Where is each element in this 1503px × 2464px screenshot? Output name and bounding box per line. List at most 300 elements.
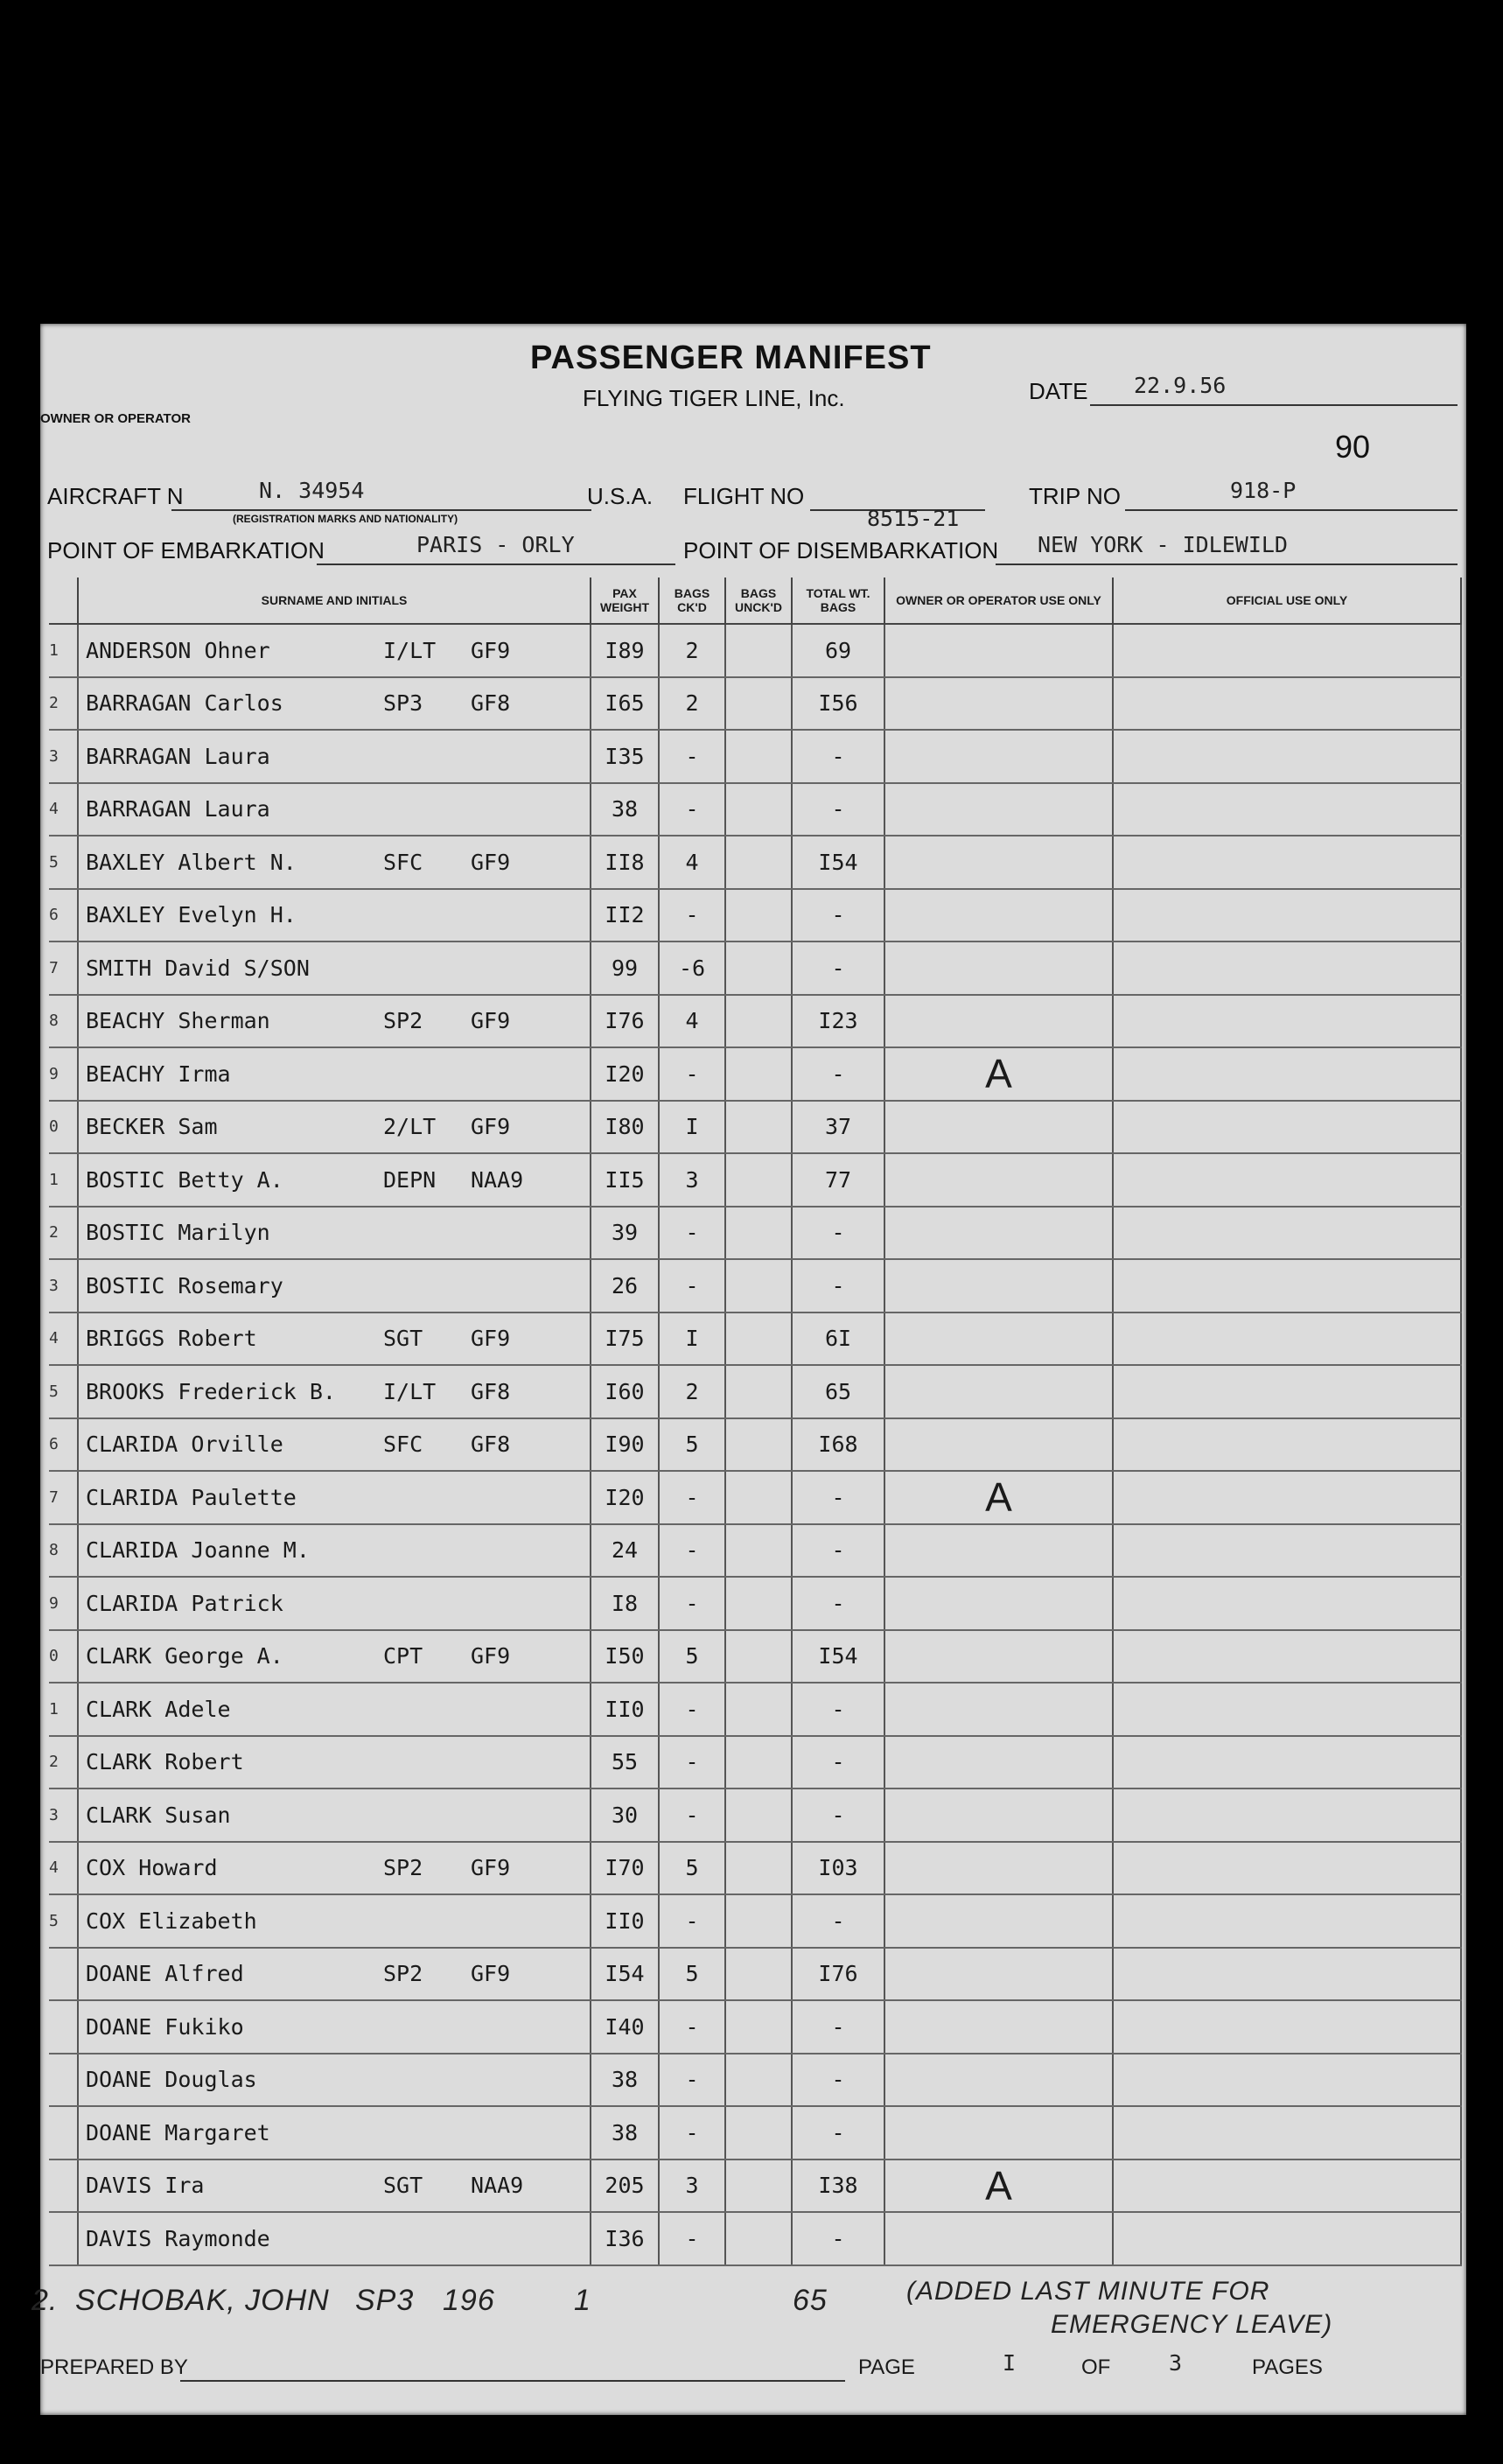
owner-use-mark	[884, 2106, 1113, 2160]
prepared-by-underline	[180, 2380, 845, 2382]
bags-unchecked	[725, 1101, 792, 1154]
passenger-name: BARRAGAN Carlos	[86, 690, 283, 717]
handwritten-weight: 196	[443, 2284, 495, 2317]
of-label: OF	[1081, 2356, 1111, 2379]
owner-use-mark	[884, 942, 1113, 995]
col-owner-use-header: OWNER OR OPERATOR USE ONLY	[884, 578, 1113, 624]
passenger-name-cell	[78, 783, 591, 836]
official-use	[1113, 1312, 1461, 1366]
date-value: 22.9.56	[1134, 373, 1227, 398]
total-bag-weight: I56	[792, 677, 884, 731]
passenger-name: CLARK George A.	[86, 1643, 283, 1670]
table-row	[49, 783, 1461, 836]
aircraft-label: AIRCRAFT N	[47, 483, 184, 509]
bags-checked: 2	[659, 1365, 725, 1418]
total-bag-weight: -	[792, 1577, 884, 1630]
total-bag-weight: -	[792, 889, 884, 942]
passenger-name-cell	[78, 2212, 591, 2265]
pax-weight: II8	[591, 836, 659, 889]
row-number: 0	[49, 1630, 78, 1684]
date-label: DATE	[1029, 378, 1088, 404]
official-use	[1113, 1101, 1461, 1154]
official-use	[1113, 1948, 1461, 2001]
official-use	[1113, 1365, 1461, 1418]
bags-unchecked	[725, 1312, 792, 1366]
row-number: 9	[49, 1047, 78, 1101]
bags-checked: -	[659, 889, 725, 942]
official-use	[1113, 1259, 1461, 1312]
passenger-rows	[49, 624, 1461, 2265]
aircraft-value: N. 34954	[259, 478, 365, 503]
table-row	[49, 1894, 1461, 1948]
row-number: 3	[49, 1788, 78, 1842]
pax-weight: I8	[591, 1577, 659, 1630]
passenger-name: BOSTIC Rosemary	[86, 1272, 283, 1298]
handwritten-rank: SP3	[355, 2284, 415, 2317]
pax-weight: 39	[591, 1207, 659, 1260]
bags-unchecked	[725, 1788, 792, 1842]
total-bag-weight: -	[792, 1736, 884, 1789]
passenger-name-cell	[78, 1312, 591, 1366]
trip-label: TRIP NO	[1029, 483, 1121, 509]
pax-weight: 30	[591, 1788, 659, 1842]
table-row	[49, 624, 1461, 677]
owner-use-mark	[884, 2212, 1113, 2265]
bags-unchecked	[725, 1577, 792, 1630]
owner-use-mark	[884, 1577, 1113, 1630]
total-bag-weight: -	[792, 1683, 884, 1736]
pax-weight: I40	[591, 2000, 659, 2054]
owner-use-mark: A	[884, 1471, 1113, 1524]
bags-unchecked	[725, 1207, 792, 1260]
passenger-name: SMITH David S/SON	[86, 955, 310, 981]
passenger-unit: GF8	[471, 1378, 511, 1404]
bags-checked: -	[659, 1259, 725, 1312]
passenger-rank: SGT	[383, 2173, 423, 2199]
row-number: 7	[49, 942, 78, 995]
flight-label: FLIGHT NO	[683, 483, 805, 509]
passenger-name: BECKER Sam	[86, 1114, 218, 1140]
passenger-name-cell	[78, 1842, 591, 1895]
official-use	[1113, 1736, 1461, 1789]
bags-checked: -	[659, 730, 725, 783]
col-bags-header: BAGS CK'D	[659, 578, 725, 624]
bags-unchecked	[725, 995, 792, 1048]
bags-checked: -	[659, 1788, 725, 1842]
handwritten-note-line2: EMERGENCY LEAVE)	[1051, 2310, 1333, 2339]
official-use	[1113, 995, 1461, 1048]
passenger-unit: GF9	[471, 1008, 511, 1034]
passenger-name-cell	[78, 1207, 591, 1260]
official-use	[1113, 624, 1461, 677]
total-bag-weight: -	[792, 2054, 884, 2107]
owner-use-mark	[884, 1683, 1113, 1736]
passenger-name-cell	[78, 1471, 591, 1524]
official-use	[1113, 1683, 1461, 1736]
table-row	[49, 1577, 1461, 1630]
bags-unchecked	[725, 889, 792, 942]
total-bag-weight: -	[792, 2212, 884, 2265]
official-use	[1113, 2212, 1461, 2265]
table-row	[49, 1418, 1461, 1472]
bags-checked: -	[659, 1736, 725, 1789]
table-row	[49, 677, 1461, 731]
passenger-name: CLARK Adele	[86, 1696, 231, 1722]
bags-checked: -	[659, 1207, 725, 1260]
row-number: 2	[49, 677, 78, 731]
passenger-table	[49, 578, 1462, 2266]
total-bag-weight: -	[792, 1207, 884, 1260]
bags-unchecked	[725, 2212, 792, 2265]
passenger-name: BRIGGS Robert	[86, 1326, 257, 1352]
row-number: 5	[49, 1365, 78, 1418]
total-bag-weight: -	[792, 1788, 884, 1842]
passenger-rank: SP2	[383, 1961, 423, 1987]
passenger-name-cell	[78, 995, 591, 1048]
col-surname-header: SURNAME AND INITIALS	[78, 578, 591, 624]
row-number: 2	[49, 1207, 78, 1260]
official-use	[1113, 942, 1461, 995]
passenger-name: BEACHY Sherman	[86, 1008, 270, 1034]
embarkation-value: PARIS - ORLY	[416, 532, 575, 557]
official-use	[1113, 1788, 1461, 1842]
bags-checked: -6	[659, 942, 725, 995]
total-bag-weight: 65	[792, 1365, 884, 1418]
table-row	[49, 1524, 1461, 1578]
total-bag-weight: I23	[792, 995, 884, 1048]
pax-weight: I65	[591, 677, 659, 731]
bags-unchecked	[725, 1259, 792, 1312]
bags-checked: 5	[659, 1630, 725, 1684]
bags-checked: I	[659, 1312, 725, 1366]
pax-weight: I90	[591, 1418, 659, 1472]
total-bag-weight: -	[792, 1259, 884, 1312]
passenger-name-cell	[78, 1894, 591, 1948]
passenger-name-cell	[78, 1630, 591, 1684]
passenger-name-cell	[78, 624, 591, 677]
passenger-name: BAXLEY Albert N.	[86, 849, 297, 875]
row-number: 1	[49, 1683, 78, 1736]
registration-label: (REGISTRATION MARKS AND NATIONALITY)	[233, 513, 458, 525]
bags-unchecked	[725, 1047, 792, 1101]
owner-use-mark: A	[884, 2160, 1113, 2213]
passenger-name: DOANE Margaret	[86, 2119, 270, 2146]
table-row	[49, 1788, 1461, 1842]
table-row	[49, 1047, 1461, 1101]
total-bag-weight: -	[792, 1894, 884, 1948]
pax-weight: I70	[591, 1842, 659, 1895]
owner-label: OWNER OR OPERATOR	[40, 411, 191, 426]
bags-unchecked	[725, 1153, 792, 1207]
row-number: 3	[49, 730, 78, 783]
owner-use-mark	[884, 1524, 1113, 1578]
bags-unchecked	[725, 942, 792, 995]
total-bag-weight: I68	[792, 1418, 884, 1472]
row-number: 5	[49, 836, 78, 889]
bags-unchecked	[725, 2160, 792, 2213]
table-row	[49, 942, 1461, 995]
passenger-name-cell	[78, 1153, 591, 1207]
disembarkation-underline	[996, 564, 1458, 565]
bags-checked: 3	[659, 2160, 725, 2213]
row-number: 2	[49, 1736, 78, 1789]
passenger-name: ANDERSON Ohner	[86, 637, 270, 663]
owner-use-mark	[884, 1948, 1113, 2001]
owner-use-mark	[884, 1894, 1113, 1948]
owner-use-mark	[884, 677, 1113, 731]
owner-use-mark	[884, 1153, 1113, 1207]
bags-unchecked	[725, 2106, 792, 2160]
pax-weight: 99	[591, 942, 659, 995]
bags-unchecked	[725, 2000, 792, 2054]
passenger-rank: DEPN	[383, 1166, 437, 1193]
total-bag-weight: -	[792, 942, 884, 995]
owner-use-mark	[884, 1365, 1113, 1418]
passenger-name-cell	[78, 889, 591, 942]
passenger-name: CLARIDA Paulette	[86, 1484, 297, 1510]
official-use	[1113, 2106, 1461, 2160]
pax-weight: 38	[591, 2054, 659, 2107]
bags-unchecked	[725, 677, 792, 731]
page-number-stamp: 90	[1335, 429, 1371, 465]
owner-use-mark	[884, 889, 1113, 942]
bags-unchecked	[725, 1683, 792, 1736]
disembarkation-value: NEW YORK - IDLEWILD	[1038, 532, 1288, 557]
passenger-rank: I/LT	[383, 1378, 437, 1404]
table-row	[49, 2000, 1461, 2054]
col-total-header: TOTAL WT. BAGS	[792, 578, 884, 624]
bags-unchecked	[725, 1365, 792, 1418]
owner-use-mark	[884, 1418, 1113, 1472]
passenger-unit: GF9	[471, 637, 511, 663]
handwritten-total: 65	[793, 2284, 828, 2317]
bags-checked: -	[659, 1524, 725, 1578]
table-row	[49, 1312, 1461, 1366]
table-row	[49, 2054, 1461, 2107]
handwritten-number: 2.	[31, 2284, 59, 2317]
pax-weight: 205	[591, 2160, 659, 2213]
owner-use-mark	[884, 1842, 1113, 1895]
pax-weight: I50	[591, 1630, 659, 1684]
passenger-rank: I/LT	[383, 637, 437, 663]
bags-unchecked	[725, 2054, 792, 2107]
pax-weight: I54	[591, 1948, 659, 2001]
passenger-unit: GF8	[471, 690, 511, 717]
pax-weight: I36	[591, 2212, 659, 2265]
pax-weight: II0	[591, 1894, 659, 1948]
official-use	[1113, 730, 1461, 783]
manifest-title: PASSENGER MANIFEST	[530, 340, 932, 376]
passenger-name-cell	[78, 942, 591, 995]
passenger-unit: GF9	[471, 1855, 511, 1881]
bags-checked: 5	[659, 1842, 725, 1895]
owner-use-mark: A	[884, 1047, 1113, 1101]
row-number: 1	[49, 624, 78, 677]
table-row	[49, 1365, 1461, 1418]
official-use	[1113, 783, 1461, 836]
bags-unchecked	[725, 1842, 792, 1895]
passenger-name: BEACHY Irma	[86, 1060, 231, 1087]
official-use	[1113, 1577, 1461, 1630]
table-row	[49, 889, 1461, 942]
passenger-name: CLARIDA Patrick	[86, 1590, 283, 1616]
pax-weight: II2	[591, 889, 659, 942]
flight-value: 8515-21	[867, 506, 960, 531]
owner-use-mark	[884, 1788, 1113, 1842]
owner-use-mark	[884, 1312, 1113, 1366]
passenger-name-cell	[78, 1524, 591, 1578]
official-use	[1113, 1630, 1461, 1684]
total-bag-weight: -	[792, 783, 884, 836]
pax-weight: 38	[591, 783, 659, 836]
disembarkation-label: POINT OF DISEMBARKATION	[683, 537, 999, 564]
of-value: 3	[1169, 2350, 1183, 2376]
official-use	[1113, 2000, 1461, 2054]
bags-checked: -	[659, 783, 725, 836]
official-use	[1113, 1524, 1461, 1578]
owner-use-mark	[884, 624, 1113, 677]
bags-unchecked	[725, 836, 792, 889]
official-use	[1113, 1418, 1461, 1472]
passenger-name-cell	[78, 2000, 591, 2054]
passenger-unit: GF8	[471, 1432, 511, 1458]
total-bag-weight: -	[792, 730, 884, 783]
total-bag-weight: -	[792, 1524, 884, 1578]
table-row	[49, 1259, 1461, 1312]
passenger-unit: GF9	[471, 1961, 511, 1987]
bags-checked: 2	[659, 624, 725, 677]
row-number	[49, 2054, 78, 2107]
bags-checked: -	[659, 1894, 725, 1948]
owner-use-mark	[884, 783, 1113, 836]
total-bag-weight: 77	[792, 1153, 884, 1207]
table-row	[49, 836, 1461, 889]
passenger-name: DAVIS Ira	[86, 2173, 205, 2199]
passenger-name: CLARK Robert	[86, 1749, 244, 1775]
total-bag-weight: 6I	[792, 1312, 884, 1366]
total-bag-weight: -	[792, 1047, 884, 1101]
handwritten-bags: 1	[574, 2284, 591, 2317]
official-use	[1113, 1207, 1461, 1260]
bags-unchecked	[725, 1736, 792, 1789]
table-row	[49, 1842, 1461, 1895]
pax-weight: I80	[591, 1101, 659, 1154]
table-row	[49, 2212, 1461, 2265]
bags-unchecked	[725, 1418, 792, 1472]
bags-checked: 3	[659, 1153, 725, 1207]
table-row	[49, 995, 1461, 1048]
passenger-name: BAXLEY Evelyn H.	[86, 902, 297, 928]
row-number: 3	[49, 1259, 78, 1312]
bags-checked: I	[659, 1101, 725, 1154]
owner-use-mark	[884, 730, 1113, 783]
row-number: 4	[49, 1842, 78, 1895]
row-number: 4	[49, 783, 78, 836]
owner-use-mark	[884, 1207, 1113, 1260]
row-number	[49, 1948, 78, 2001]
official-use	[1113, 2054, 1461, 2107]
official-use	[1113, 836, 1461, 889]
official-use	[1113, 1894, 1461, 1948]
passenger-name: BARRAGAN Laura	[86, 796, 270, 822]
table-row	[49, 2106, 1461, 2160]
row-number	[49, 2106, 78, 2160]
total-bag-weight: -	[792, 2106, 884, 2160]
total-bag-weight: I76	[792, 1948, 884, 2001]
passenger-unit: GF9	[471, 1326, 511, 1352]
owner-use-mark	[884, 1630, 1113, 1684]
row-number	[49, 2160, 78, 2213]
table-row	[49, 1683, 1461, 1736]
owner-use-mark	[884, 995, 1113, 1048]
passenger-rank: SFC	[383, 849, 423, 875]
row-number: 8	[49, 1524, 78, 1578]
bags-unchecked	[725, 1630, 792, 1684]
passenger-name: COX Elizabeth	[86, 1908, 257, 1934]
passenger-name-cell	[78, 730, 591, 783]
passenger-name-cell	[78, 1948, 591, 2001]
bags-checked: 5	[659, 1418, 725, 1472]
passenger-name-cell	[78, 1736, 591, 1789]
official-use	[1113, 1047, 1461, 1101]
handwritten-name: SCHOBAK, JOHN	[75, 2284, 330, 2317]
bags-unchecked	[725, 1471, 792, 1524]
bags-unchecked	[725, 1524, 792, 1578]
owner-use-mark	[884, 1101, 1113, 1154]
pax-weight: I75	[591, 1312, 659, 1366]
table-row	[49, 1101, 1461, 1154]
bags-checked: 5	[659, 1948, 725, 2001]
passenger-name: BARRAGAN Laura	[86, 743, 270, 769]
passenger-rank: SP2	[383, 1008, 423, 1034]
bags-unchecked	[725, 1948, 792, 2001]
table-row	[49, 1153, 1461, 1207]
row-number: 6	[49, 1418, 78, 1472]
pages-label: PAGES	[1252, 2356, 1323, 2379]
passenger-name: DOANE Alfred	[86, 1961, 244, 1987]
page-value: I	[1003, 2350, 1017, 2376]
col-official-use-header: OFFICIAL USE ONLY	[1113, 578, 1461, 624]
aircraft-underline	[171, 509, 591, 511]
passenger-rank: SP3	[383, 690, 423, 717]
passenger-name: DAVIS Raymonde	[86, 2225, 270, 2251]
row-number: 7	[49, 1471, 78, 1524]
bags-checked: 2	[659, 677, 725, 731]
owner-use-mark	[884, 1259, 1113, 1312]
official-use	[1113, 1471, 1461, 1524]
passenger-rank: SGT	[383, 1326, 423, 1352]
total-bag-weight: -	[792, 1471, 884, 1524]
bags-unchecked	[725, 783, 792, 836]
passenger-name: DOANE Douglas	[86, 2067, 257, 2093]
row-number	[49, 2212, 78, 2265]
passenger-name: CLARIDA Joanne M.	[86, 1537, 310, 1564]
trip-value: 918-P	[1230, 478, 1297, 503]
pax-weight: II0	[591, 1683, 659, 1736]
bags-checked: 4	[659, 836, 725, 889]
passenger-name: BOSTIC Marilyn	[86, 1220, 270, 1246]
pax-weight: 24	[591, 1524, 659, 1578]
passenger-name: COX Howard	[86, 1855, 218, 1881]
pax-weight: I35	[591, 730, 659, 783]
trip-underline	[1125, 509, 1458, 511]
row-number: 4	[49, 1312, 78, 1366]
col-number-header	[49, 578, 78, 624]
pax-weight: I20	[591, 1047, 659, 1101]
passenger-name: BROOKS Frederick B.	[86, 1378, 336, 1404]
passenger-rank: 2/LT	[383, 1114, 437, 1140]
pax-weight: 38	[591, 2106, 659, 2160]
